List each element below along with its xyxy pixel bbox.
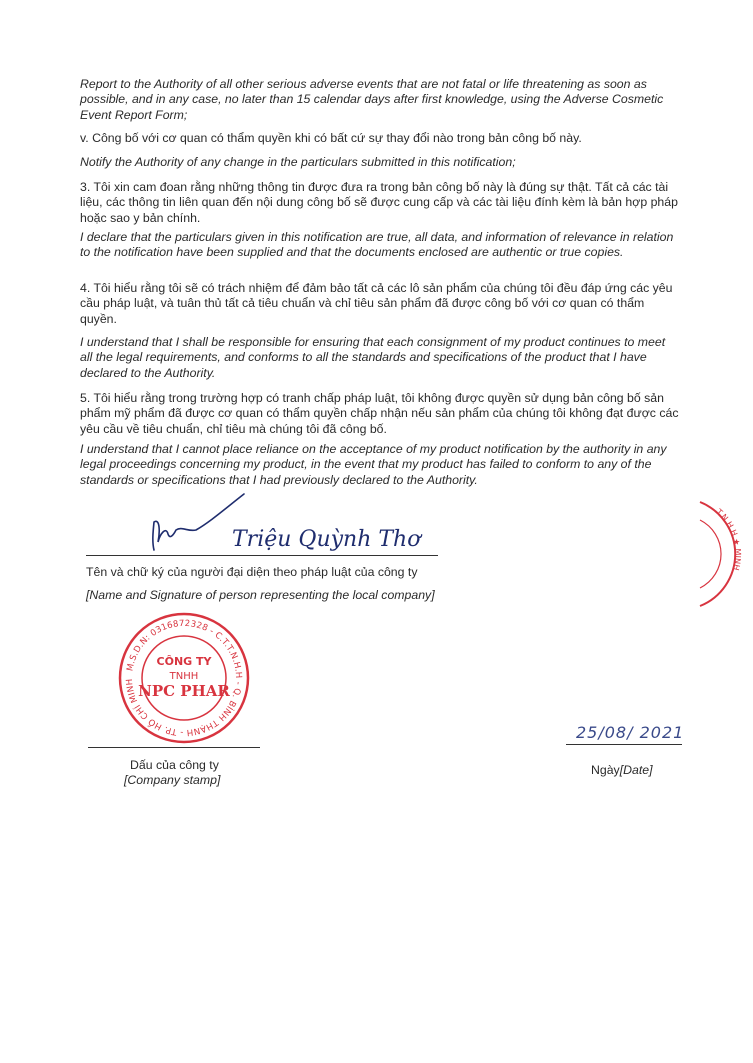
date-caption-en: [Date]: [619, 763, 653, 777]
signature-graphic: [140, 490, 440, 560]
edge-stamp-text: T.N.H.H ★ MINH: [714, 507, 743, 572]
paragraph-declare-en: I declare that the particulars given in this notification are true, all data, and information of relevance in relation to the notification have been supplied and that the documents enclosed are authentic or true copies.: [80, 230, 674, 260]
paragraph-responsible-vi: 4. Tôi hiểu rằng tôi sẽ có trách nhiệm để đảm bảo tất cả các lô sản phẩm của chúng tôi đều đáp ứng các yêu cầu pháp luật, và tuân thủ tất cả tiêu chuẩn và chỉ tiêu sản phẩm đã được công bố với cơ quan có thẩm quyền.: [80, 281, 673, 326]
stamp-caption-vi: Dấu của công ty: [130, 758, 219, 772]
signature-handwritten-name: Triệu Quỳnh Thơ: [232, 527, 421, 552]
paragraph-responsible-en: I understand that I shall be responsible for ensuring that each consignment of my product continues to meet all the legal requirements, and conforms to all the standards and specifications of the product that I have declared to the Authority.: [80, 335, 666, 380]
signature-line: [86, 555, 438, 556]
stamp-ring-text: M.S.D.N: 0316872328 - C.T.T.N.H.H - Q. BÌNH THẠNH - TP. HỒ CHÍ MINH: [124, 618, 244, 738]
stamp-line-type: TNHH: [169, 671, 199, 682]
signature-caption-en: [Name and Signature of person representing the local company]: [86, 588, 435, 602]
stamp-line-name: NPC PHAR: [138, 682, 230, 700]
stamp-line: [88, 747, 260, 748]
paragraph-reliance-vi: 5. Tôi hiểu rằng trong trường hợp có tranh chấp pháp luật, tôi không được quyền sử dụng bản công bố sản phẩm mỹ phẩm đã được cơ quan có thẩm quyền chấp nhận nếu sản phẩm của chúng tôi không đạt được các yêu cầu về tiêu chuẩn, chỉ tiêu mà chúng tôi đã công bố.: [80, 391, 679, 436]
paragraph-report-en: Report to the Authority of all other serious adverse events that are not fatal or life threatening as soon as possible, and in any case, no later than 15 calendar days after first knowledge, using the Adverse Cosmetic Event Report Form;: [80, 77, 664, 122]
company-stamp: [116, 610, 252, 746]
date-caption-vi: Ngày: [591, 763, 620, 777]
date-handwritten-graphic: [572, 716, 685, 746]
stamp-line-company: CÔNG TY: [156, 655, 212, 668]
paragraph-notify-vi: v. Công bố với cơ quan có thẩm quyền khi có bất cứ sự thay đổi nào trong bản công bố này.: [80, 131, 582, 145]
edge-stamp-partial: [686, 498, 753, 610]
paragraph-reliance-en: I understand that I cannot place reliance on the acceptance of my product notification by the authority in any legal proceedings concerning my product, in the event that my product has failed to conform to any of the standards or specifications that I had previously declared to the Authority.: [80, 442, 667, 487]
signature-caption-vi: Tên và chữ ký của người đại diện theo pháp luật của công ty: [86, 565, 418, 579]
date-handwritten: 25/08/ 2021: [576, 723, 685, 742]
paragraph-declare-vi: 3. Tôi xin cam đoan rằng những thông tin được đưa ra trong bản công bố này là đúng sự thật. Tất cả các tài liệu, các thông tin liên quan đến nội dung công bố sẽ được cung cấp và các tài liệu đính kèm là bản hợp pháp hoặc sao y bản chính.: [80, 180, 678, 225]
date-line: [566, 744, 682, 745]
paragraph-notify-en: Notify the Authority of any change in the particulars submitted in this notification;: [80, 155, 516, 169]
date-caption: [591, 763, 653, 778]
stamp-caption-en: [Company stamp]: [124, 773, 221, 787]
